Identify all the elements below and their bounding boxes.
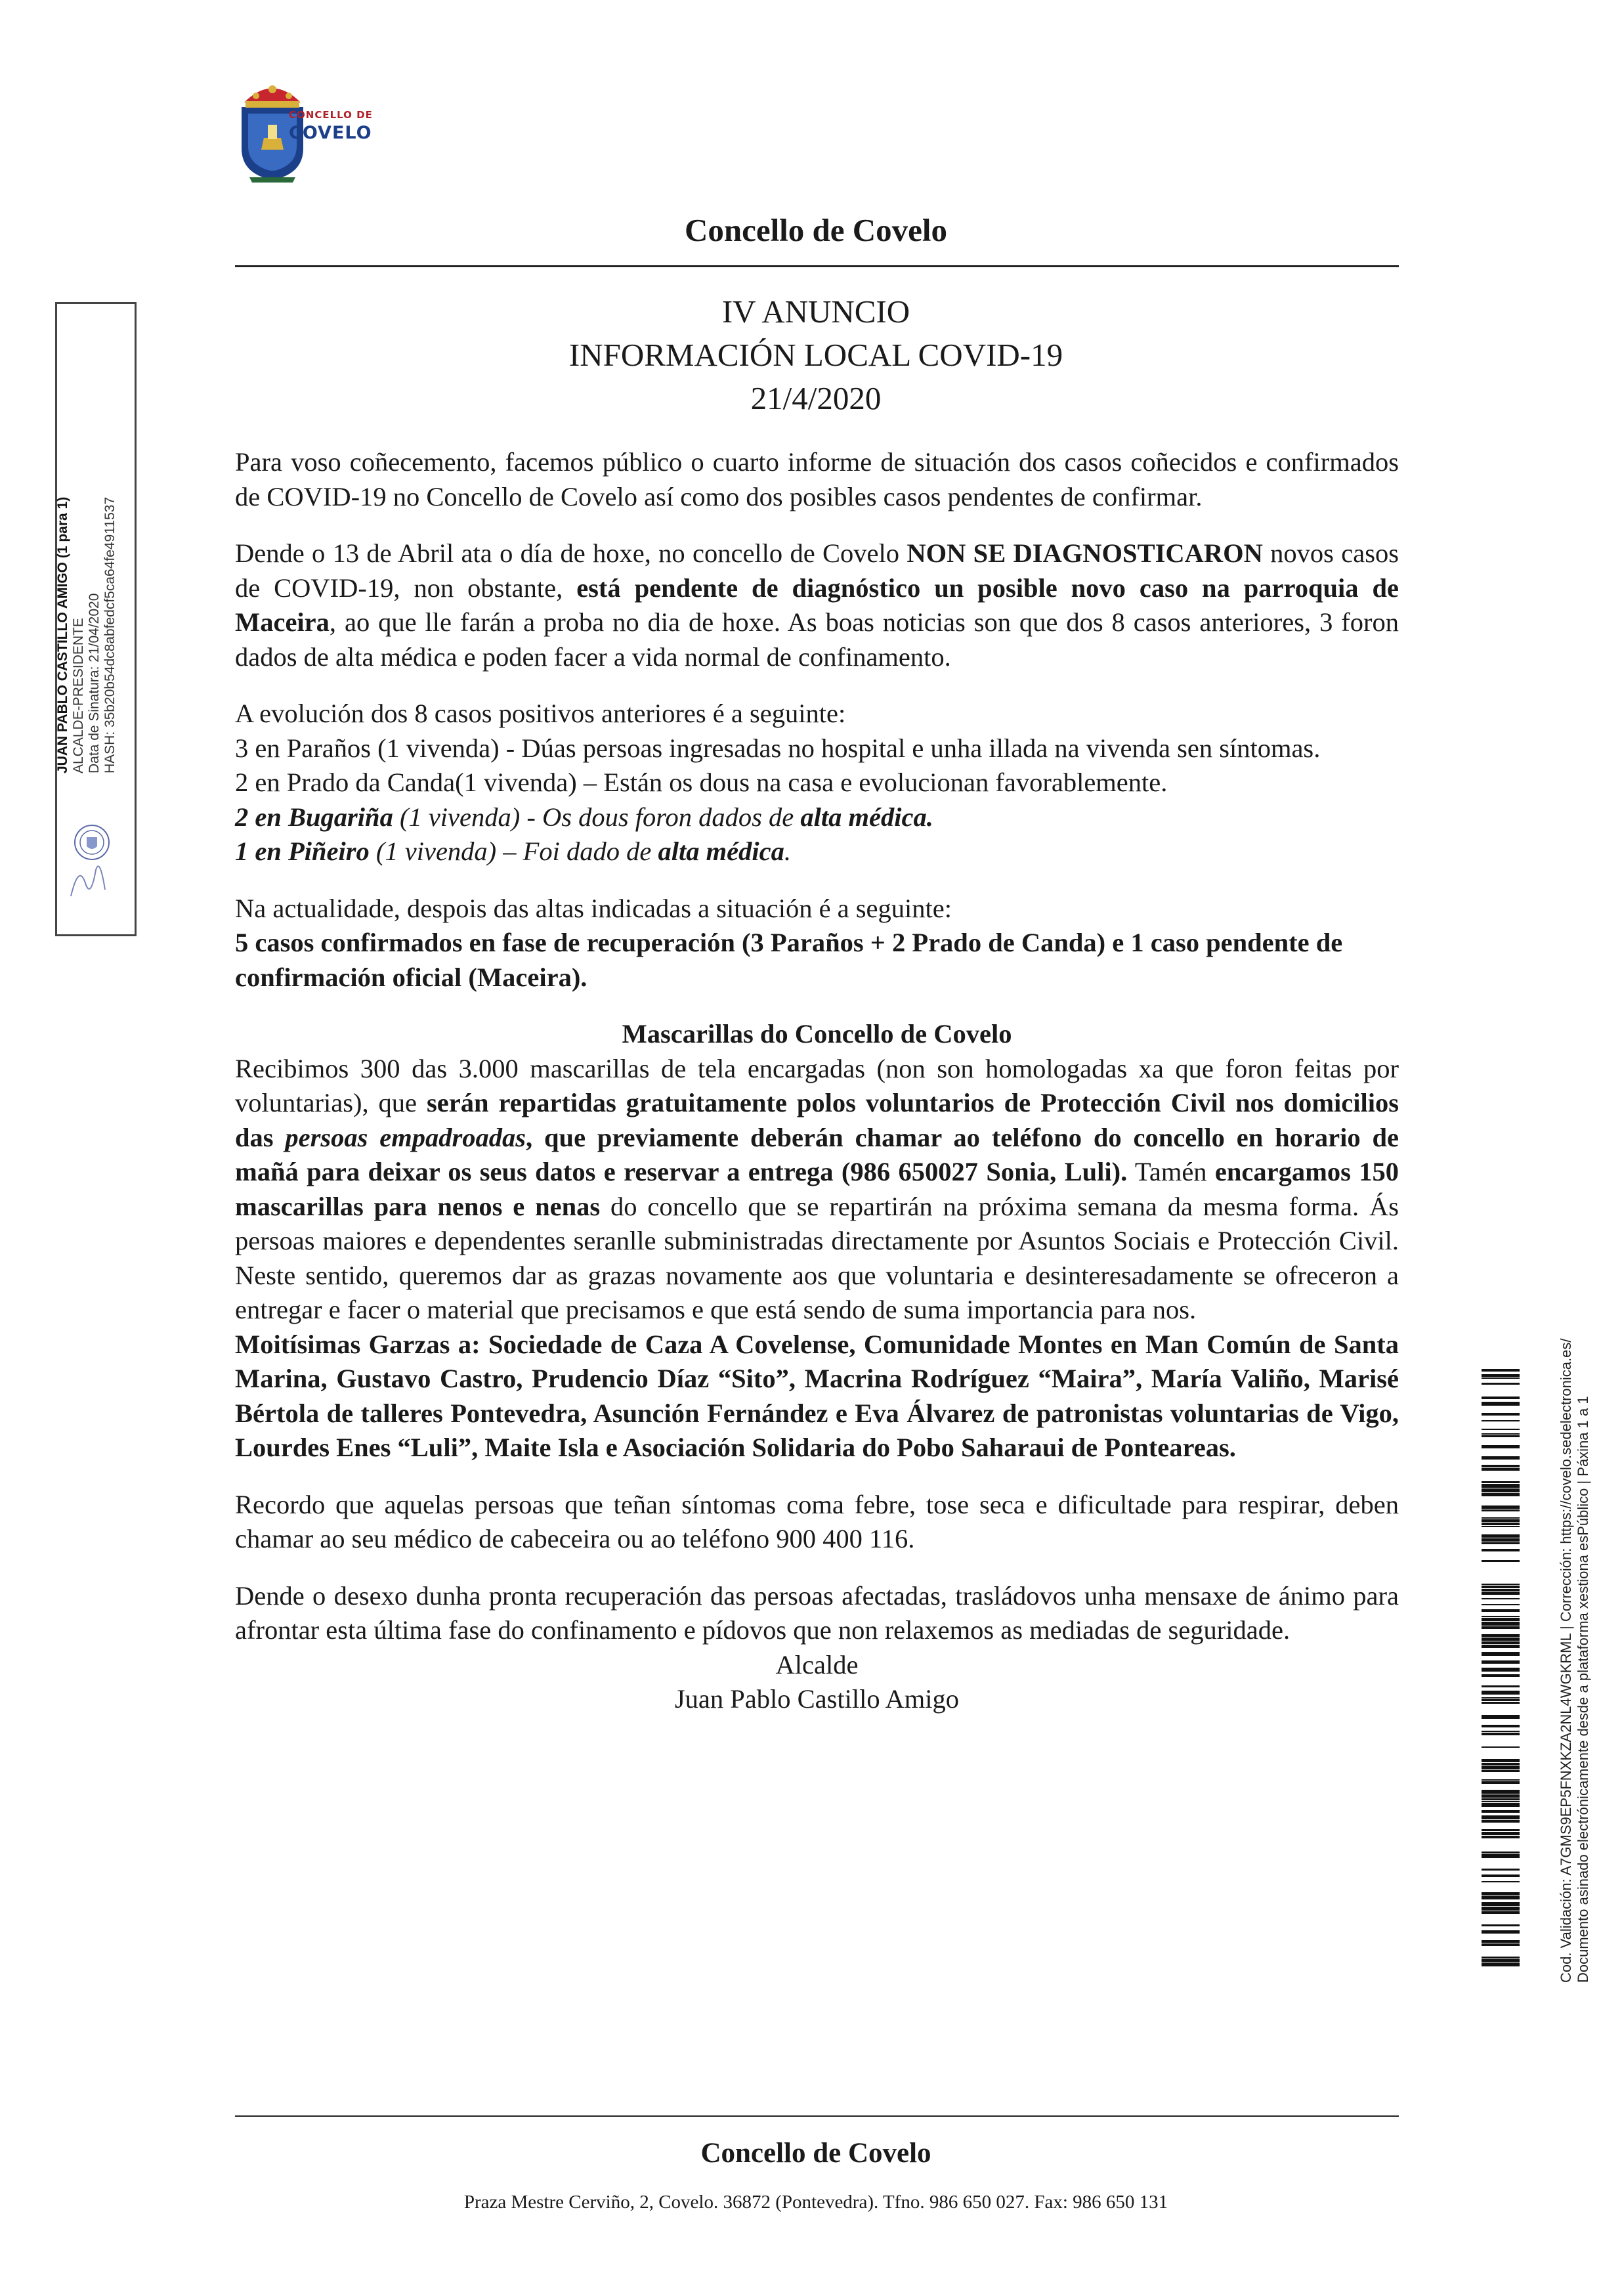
masks-heading-text: Mascarillas do Concello de Covelo <box>622 1019 1012 1049</box>
evol-l4d: . <box>784 836 791 866</box>
evol-l4c: alta médica <box>658 836 784 866</box>
p2-text-a: Dende o 13 de Abril ata o día de hoxe, no concello de Covelo <box>235 538 907 568</box>
symptoms-paragraph: Recordo que aquelas persoas que teñan síntomas coma febre, tose seca e dificultade para respirar, deben chamar ao seu médico de cabeceira ou ao teléfono 900 400 116. <box>235 1489 1399 1553</box>
header-rule <box>235 265 1399 267</box>
validation-text <box>1558 1339 1592 1983</box>
masks-f: encargamos 150 mascarillas para nenos e nenas <box>235 1157 1399 1221</box>
logo-line2: COVELO <box>289 123 372 143</box>
footer-title: Concello de Covelo <box>700 2138 931 2169</box>
p2-text-e: , ao que lle farán a proba no dia de hoxe. As boas noticias son que dos 8 casos anteriores, 3 foron dados de alta médica e poden facer a vida normal de confinamento. <box>235 607 1399 672</box>
title-line-1: IV ANUNCIO <box>721 293 910 330</box>
situation-bold: 5 casos confirmados en fase de recuperación (3 Paraños + 2 Prado de Canda) e 1 caso pendente de confirmación oficial (Maceira). <box>235 928 1343 992</box>
footer-address: Praza Mestre Cerviño, 2, Covelo. 36872 (Pontevedra). Tfno. 986 650 027. Fax: 986 650 131 <box>463 2192 1168 2213</box>
evol-l3a: 2 en Bugariña <box>235 802 393 832</box>
signature-text <box>55 497 118 773</box>
thanks-paragraph <box>235 1328 1399 1465</box>
signature-block <box>235 1648 1399 1717</box>
evol-l4a: 1 en Piñeiro <box>235 836 370 866</box>
signature-role: ALCALDE-PRESIDENTE <box>71 618 86 773</box>
p2-text-c: novos casos de COVID-19, non obstante, <box>235 538 1399 603</box>
situation-intro: Na actualidade, despois das altas indicadas a situación é a seguinte: <box>235 893 952 923</box>
thanks-text: Moitísimas Garzas a: Sociedade de Caza A Covelense, Comunidade Montes en Man Común de Santa Marina, Gustavo Castro, Prudencio Díaz “Sito”, Macrina Rodríguez “Maira”, María Valiño, Marisé Bértola de talleres Pontevedra, Asunción Fernández e Eva Álvarez de patronistas voluntarias de Vigo, Lourdes Enes “Luli”, Maite Isla e Asociación Solidaria do Pobo Saharaui de Ponteareas. <box>235 1329 1399 1462</box>
title-date: 21/4/2020 <box>750 380 882 416</box>
evolution-item: 2 en Prado da Canda(1 vivenda) – Están os dous na casa e evolucionan favorablemente. <box>235 768 1168 797</box>
logo-text <box>289 110 373 142</box>
masks-g: do concello que se repartirán na próxima semana da mesma forma. Ás persoas maiores e dependentes seranlle subministradas directamente por Asuntos Sociais e Protección Civil. Neste sentido, queremos dar as grazas novamente aos que voluntaria e desinteresadamente se ofreceron a entregar e facer o material que precisamos e que está sendo de suma importancia para nos. <box>235 1191 1399 1324</box>
evol-l3c: alta médica. <box>800 802 933 832</box>
seal-stamp-icon <box>66 817 118 903</box>
intro-paragraph: Para voso coñecemento, facemos público o cuarto informe de situación dos casos coñecidos e confirmados de COVID-19 no Concello de Covelo así como dos posibles casos pendentes de confirmar. <box>235 447 1399 511</box>
evol-l4b: (1 vivenda) – Foi dado de <box>369 836 658 866</box>
signature-date: Data de Sinatura: 21/04/2020 <box>87 593 102 773</box>
diagnosis-paragraph <box>235 536 1399 674</box>
signature-hash: HASH: 35b20b54dc8abfedcf5ca64fe4911537 <box>102 496 117 773</box>
announcement-title <box>235 290 1397 420</box>
masks-paragraph <box>235 1052 1399 1328</box>
masks-c: persoas empadroadas <box>285 1122 526 1152</box>
evolution-item <box>235 800 1399 835</box>
footer-rule <box>235 2115 1399 2117</box>
masks-a: Recibimos 300 das 3.000 mascarillas de tela encargadas (non son homologadas xa que foron feitas por voluntarias), que <box>235 1053 1399 1117</box>
evolution-item <box>235 834 1399 869</box>
masks-d: , que previamente deberán chamar ao teléfono do concello en horario de mañá para deixar os seus datos e reservar a entrega (986 650027 Sonia, Luli). <box>235 1122 1399 1186</box>
validation-line-2: Documento asinado electrónicamente desde a plataforma xestiona esPúblico | Páxina 1 a 1 <box>1575 1396 1591 1983</box>
signature-role-label: Alcalde <box>775 1649 859 1679</box>
masks-b: serán repartidas gratuitamente polos voluntarios de Protección Civil nos domicilios das <box>235 1088 1399 1152</box>
closing-paragraph: Dende o desexo dunha pronta recuperación das persoas afectadas, trasládovos unha mensaxe de ánimo para afrontar esta última fase do confinamento e pídovos que non relaxemos as mediadas de seguridade. <box>235 1580 1399 1645</box>
evolution-item: 3 en Paraños (1 vivenda) - Dúas persoas ingresadas no hospital e unha illada na vivenda sen síntomas. <box>235 733 1321 763</box>
header-title: Concello de Covelo <box>684 212 948 248</box>
signature-signer: JUAN PABLO CASTILLO AMIGO (1 para 1) <box>55 496 70 773</box>
evolution-intro: A evolución dos 8 casos positivos anteriores é a seguinte: <box>235 699 846 728</box>
barcode-icon <box>1482 1369 1520 1966</box>
p2-bold-b: NON SE DIAGNOSTICARON <box>907 538 1263 568</box>
document-body <box>235 445 1399 1717</box>
situation-paragraph <box>235 892 1399 995</box>
p2-bold-d: está pendente de diagnóstico un posible novo caso na parroquia de Maceira <box>235 573 1399 637</box>
masks-heading <box>235 1017 1399 1052</box>
validation-line-1: Cod. Validación: A7GMS9EP5FNXKZA2NL4WGKRML | Corrección: https://covelo.sedelectronica.es/ <box>1558 1338 1574 1983</box>
evol-l3b: (1 vivenda) - Os dous foron dados de <box>393 802 801 832</box>
signature-name: Juan Pablo Castillo Amigo <box>674 1684 960 1714</box>
logo-line1: CONCELLO DE <box>289 109 373 121</box>
masks-e: Tamén <box>1127 1157 1215 1186</box>
title-line-2: INFORMACIÓN LOCAL COVID-19 <box>568 337 1063 373</box>
evolution-list <box>235 697 1399 869</box>
